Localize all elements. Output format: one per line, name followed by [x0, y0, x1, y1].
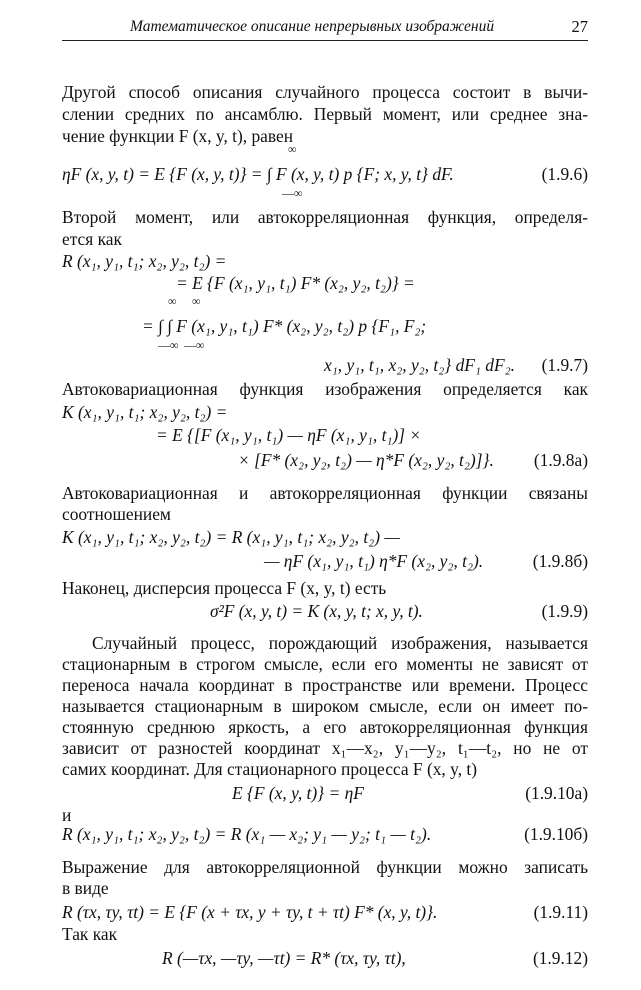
equation-1-9-8b-line2	[62, 549, 588, 573]
equation-1-9-9	[62, 599, 588, 623]
text-line: Так как	[62, 924, 118, 944]
text-line: и	[62, 805, 72, 825]
equation-1-9-10b	[62, 822, 588, 846]
equation-number: (1.9.8б)	[532, 551, 588, 571]
equation-1-9-7-line4	[62, 353, 588, 377]
equation-1-9-12	[62, 946, 588, 970]
equation-number: (1.9.10б)	[524, 824, 588, 844]
integral-upper-limit: ∞	[288, 142, 297, 156]
equation-body: = E {F (x₁, y₁, t₁) F* (x₂, y₂, t₂)} =	[176, 273, 415, 293]
text-line: Автоковариационная функция изображения определяется как	[62, 379, 588, 399]
text-line: чение функции F (x, y, t), равен	[62, 126, 294, 146]
equation-body: ηF (x, y, t) = E {F (x, y, t)} = ∫ F (x, y, t) p {F; x, y, t} dF.	[62, 164, 454, 184]
running-header	[62, 16, 588, 41]
text-line: ется как	[62, 229, 122, 249]
equation-body: x₁, y₁, t₁, x₂, y₂, t₂} dF₁ dF₂.	[324, 355, 516, 375]
equation-1-9-10a	[62, 781, 588, 805]
equation-number: (1.9.10а)	[525, 783, 588, 803]
page-number: 27	[571, 17, 588, 36]
equation-body: E {F (x, y, t)} = ηF	[232, 783, 364, 803]
equation-number: (1.9.12)	[532, 948, 588, 968]
text-line: стационарным в строгом смысле, если его моменты не зависят от	[62, 654, 588, 674]
equation-body: R (—τx, —τy, —τt) = R* (τx, τy, τt),	[162, 948, 406, 968]
integral-lower-limit: —∞	[158, 338, 179, 352]
equation-1-9-8b-line1: K (x₁, y₁, t₁; x₂, y₂, t₂) = R (x₁, y₁, t₁; x₂, y₂, t₂) —	[62, 527, 400, 547]
equation-number: (1.9.8а)	[533, 450, 588, 470]
text-line: в виде	[62, 878, 109, 898]
text-line: называется стационарным в широком смысле, если он имеет по-	[62, 696, 588, 716]
equation-1-9-8a-line3	[62, 448, 588, 472]
text-line: Второй момент, или автокорреляционная функция, определя-	[62, 207, 588, 227]
integral-upper-limit: ∞	[168, 294, 177, 308]
equation-1-9-6	[62, 162, 588, 186]
equation-1-9-8a-line2	[62, 423, 588, 447]
text-line: Выражение для автокорреляционной функции можно записать	[62, 857, 588, 877]
text-line: стоянную среднюю яркость, а его автокорреляционная функция	[62, 717, 588, 737]
text-line: слении средних по ансамблю. Первый момент, или среднее зна-	[62, 104, 588, 124]
text-line: Другой способ описания случайного процесса состоит в вычи-	[62, 82, 588, 102]
equation-1-9-7-line3	[62, 314, 588, 338]
integral-lower-limit: —∞	[184, 338, 205, 352]
equation-1-9-11	[62, 900, 588, 924]
text-line: зависит от разностей координат x₁—x₂, y₁—y₂, t₁—t₂, но не от	[62, 738, 588, 758]
text-line: соотношением	[62, 504, 171, 524]
text-line: Автоковариационная и автокорреляционная функции связаны	[62, 483, 588, 503]
header-title: Математическое описание непрерывных изображений	[130, 18, 495, 35]
equation-body: R (x₁, y₁, t₁; x₂, y₂, t₂) = R (x₁ — x₂; y₁ — y₂; t₁ — t₂).	[62, 824, 432, 844]
text-line: самих координат. Для стационарного процесса F (x, y, t)	[62, 759, 478, 779]
equation-1-9-7-line1: R (x₁, y₁, t₁; x₂, y₂, t₂) =	[62, 251, 227, 271]
equation-body: × [F* (x₂, y₂, t₂) — η*F (x₂, y₂, t₂)]}.	[238, 450, 494, 470]
equation-1-9-8a-line1: K (x₁, y₁, t₁; x₂, y₂, t₂) =	[62, 402, 228, 422]
integral-lower-limit: —∞	[282, 186, 303, 200]
equation-number: (1.9.6)	[541, 164, 588, 184]
equation-number: (1.9.9)	[541, 601, 588, 621]
equation-body: σ²F (x, y, t) = K (x, y, t; x, y, t).	[210, 601, 423, 621]
equation-body: — ηF (x₁, y₁, t₁) η*F (x₂, y₂, t₂).	[264, 551, 484, 571]
equation-body: R (τx, τy, τt) = E {F (x + τx, y + τy, t + τt) F* (x, y, t)}.	[62, 902, 438, 922]
text-line: Наконец, дисперсия процесса F (x, y, t) есть	[62, 578, 387, 598]
text-line: Случайный процесс, порождающий изображения, называется	[92, 633, 588, 653]
equation-body: = E {[F (x₁, y₁, t₁) — ηF (x₁, y₁, t₁)] ×	[156, 425, 422, 445]
equation-number: (1.9.11)	[533, 902, 588, 922]
equation-number: (1.9.7)	[541, 355, 588, 375]
integral-upper-limit: ∞	[192, 294, 201, 308]
equation-1-9-7-line2	[62, 271, 588, 295]
text-line: переноса начала координат в пространстве или времени. Процесс	[62, 675, 588, 695]
equation-body: = ∫ ∫ F (x₁, y₁, t₁) F* (x₂, y₂, t₂) p {F₁, F₂;	[142, 316, 427, 336]
